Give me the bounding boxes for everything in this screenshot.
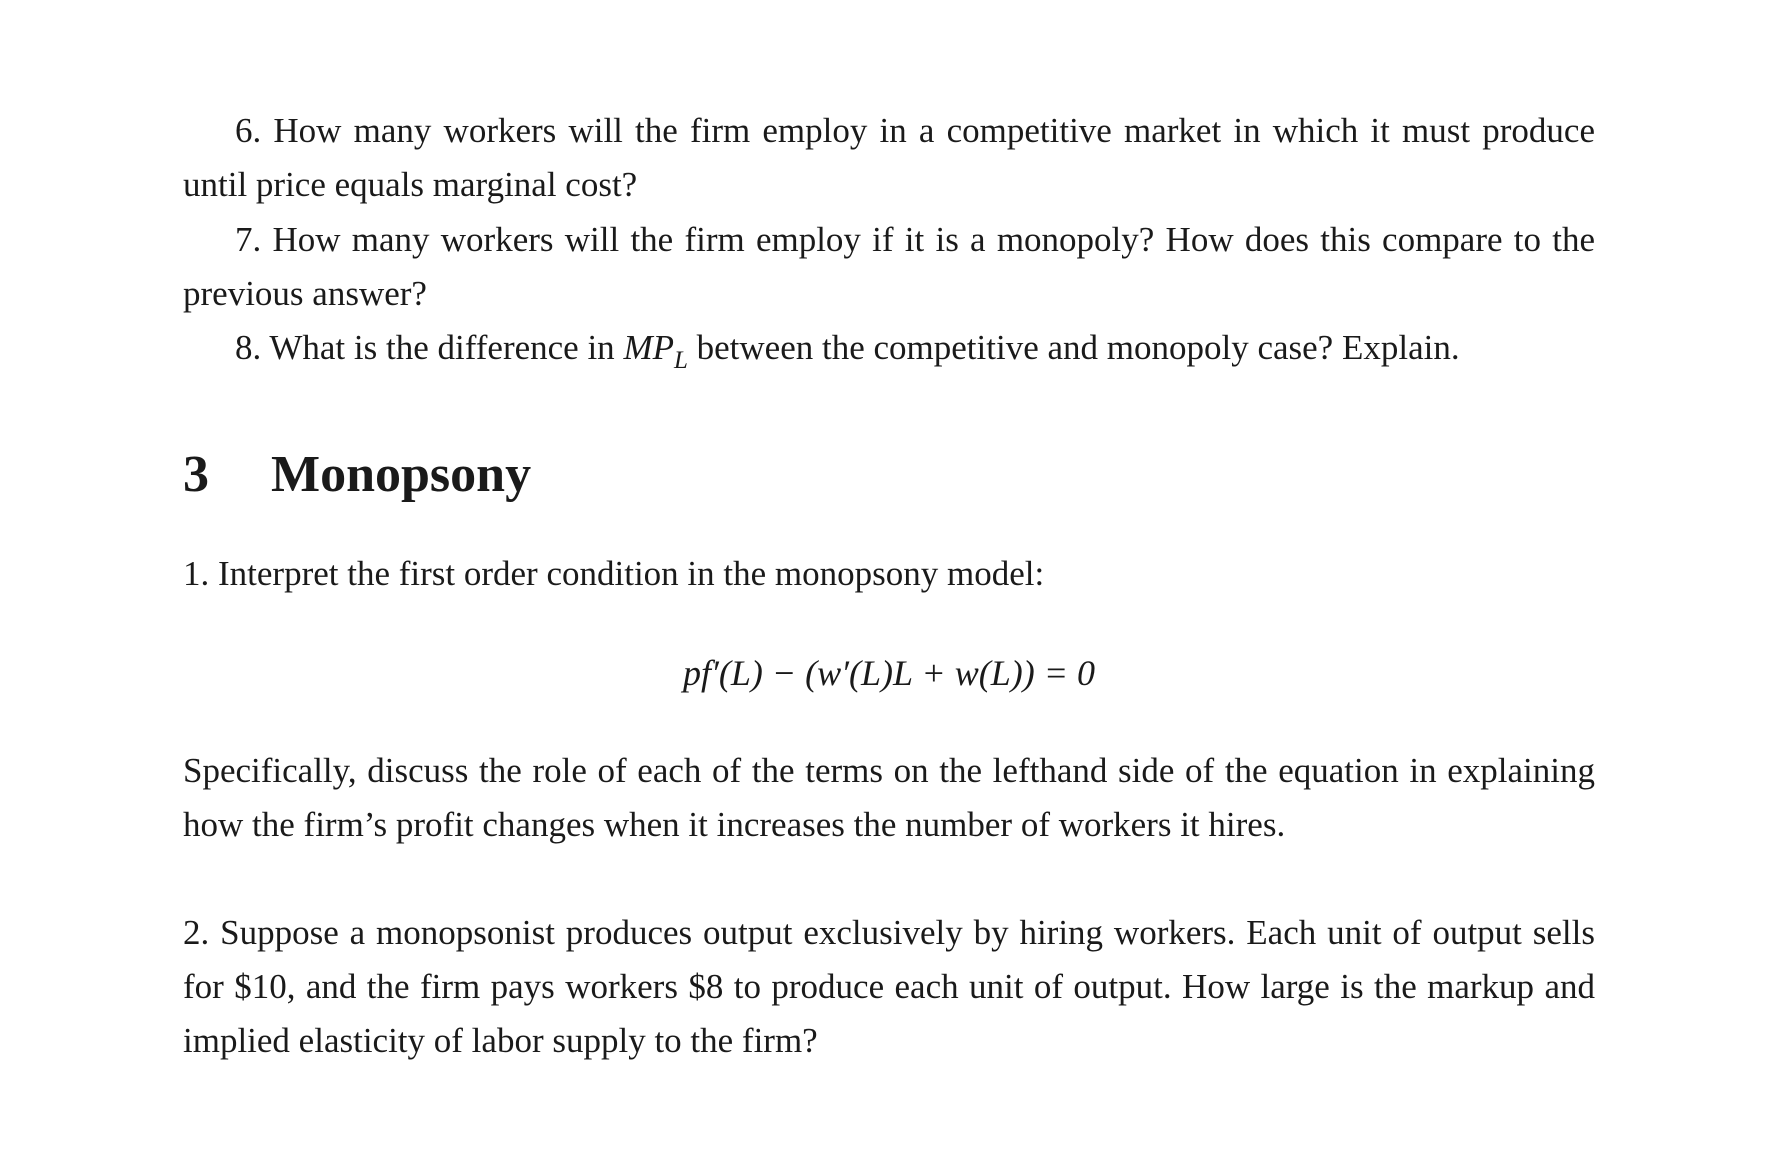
first-order-condition-equation — [183, 646, 1595, 700]
question-8-text-before: 8. What is the difference in — [235, 328, 624, 367]
monopsony-question-1: 1. Interpret the first order condition in the monopsony model: — [183, 554, 1045, 593]
question-6: 6. How many workers will the firm employ in a competitive market in which it must produce until price equals marginal cost? — [183, 111, 1595, 204]
section-heading — [183, 440, 531, 510]
mpl-math: MP — [623, 328, 674, 367]
monopsony-question-1-discussion: Specifically, discuss the role of each of the terms on the lefthand side of the equation in explaining how the firm’s profit changes when it increases the number of workers it hires. — [183, 751, 1595, 844]
section-title: Monopsony — [271, 446, 532, 503]
equation-text: pf′(L) − (w′(L)L + w(L)) = 0 — [683, 653, 1095, 693]
question-7: 7. How many workers will the firm employ if it is a monopoly? How does this compare to the previous answer? — [183, 220, 1595, 313]
question-8 — [183, 321, 1595, 379]
question-8-text-after: between the competitive and monopoly case? Explain. — [687, 328, 1460, 367]
monopsony-question-2: 2. Suppose a monopsonist produces output exclusively by hiring workers. Each unit of output sells for $10, and the firm pays workers $8 to produce each unit of output. How large is the markup and implied elasticity of labor supply to the firm? — [183, 913, 1595, 1060]
section-number: 3 — [183, 446, 209, 503]
mpl-subscript: L — [673, 347, 688, 374]
